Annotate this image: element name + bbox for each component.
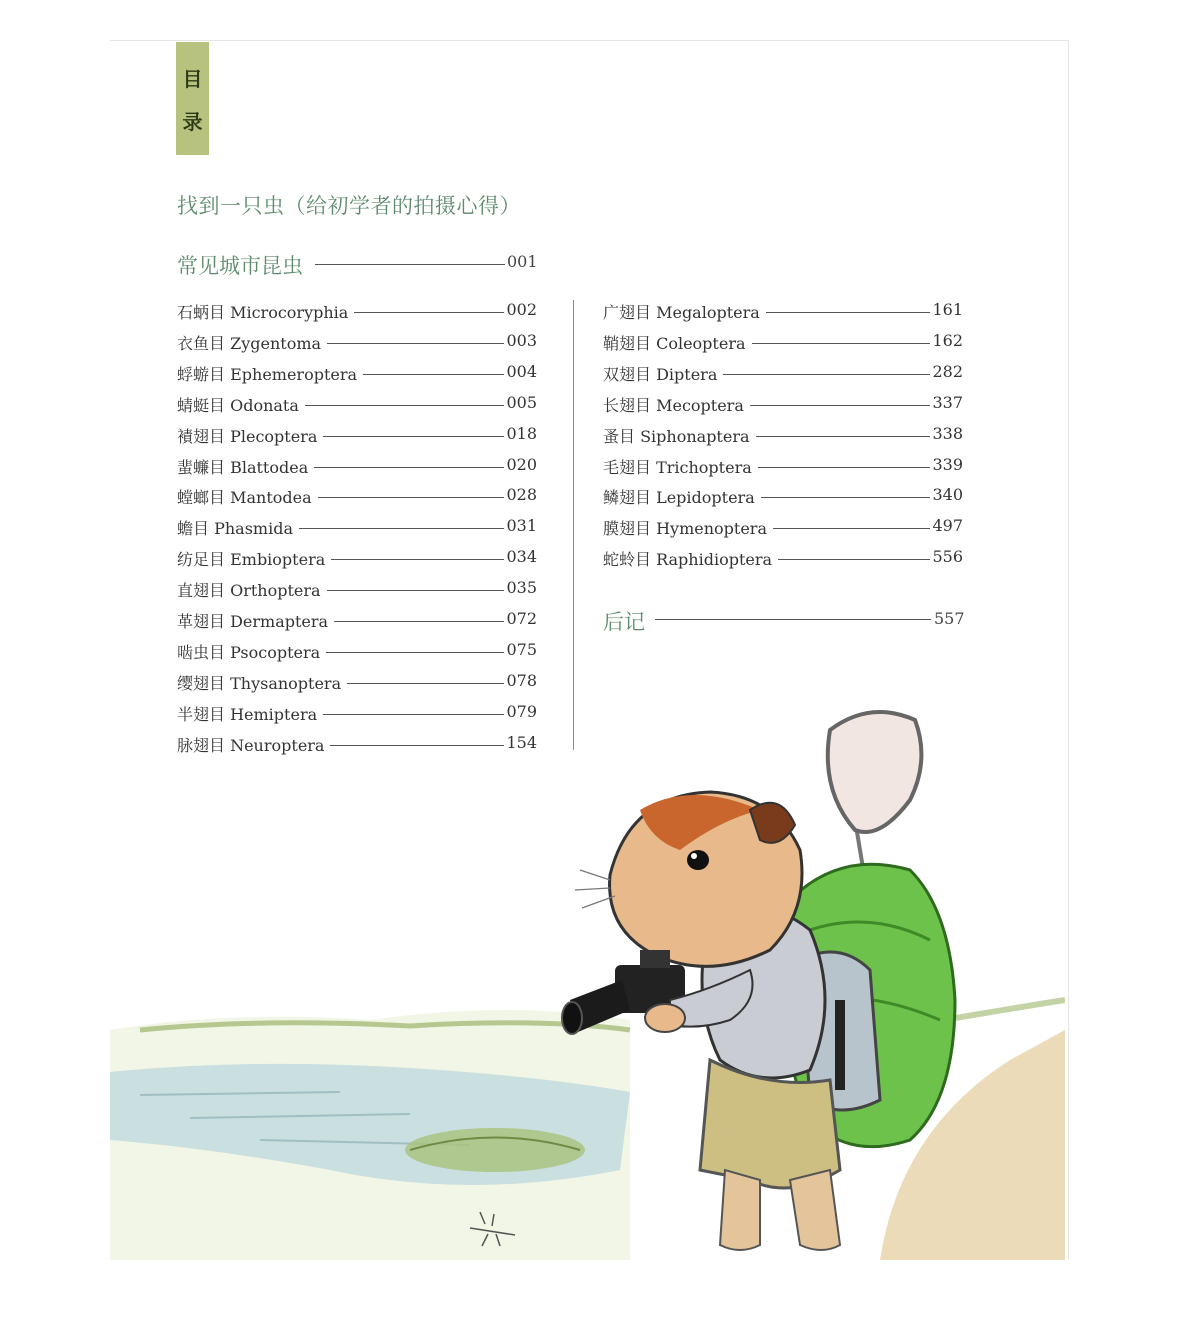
toc-entry-label: 鳞翅目 Lepidoptera [603,485,759,508]
toc-leader-line [305,405,505,406]
toc-entry [603,547,963,571]
toc-leader-line [758,467,931,468]
toc-entry [177,671,537,695]
toc-leader-line [778,559,930,560]
toc-leader-line [347,683,504,684]
toc-entry [603,424,963,448]
toc-tab [176,42,209,155]
toc-entry-page: 161 [932,300,963,319]
toc-entry [177,300,537,324]
toc-leader-line [766,312,931,313]
toc-leader-line [773,528,930,529]
toc-entry-label: 蜉蝣目 Ephemeroptera [177,362,361,385]
section-leader [315,264,505,265]
toc-entry-page: 035 [506,578,537,598]
toc-entry [603,300,963,324]
toc-entry [177,455,537,479]
toc-entry-label: 长翅目 Mecoptera [603,393,748,416]
toc-entry-label: 纺足目 Embioptera [177,547,329,570]
toc-entry-label: 双翅目 Diptera [603,362,721,385]
toc-entry-label: 啮虫目 Psocoptera [177,640,324,663]
toc-entry-label: 襀翅目 Plecoptera [177,424,321,447]
toc-entry [603,455,963,479]
toc-leader-line [327,590,505,591]
toc-entry-label: 蚤目 Siphonaptera [603,424,754,447]
toc-entry [177,547,537,571]
toc-entry-page: 075 [506,639,537,659]
toc-entry-page: 340 [932,485,963,505]
intro-title: 找到一只虫（给初学者的拍摄心得） [177,194,521,218]
toc-entry [603,362,963,386]
toc-leader-line [331,559,504,560]
toc-entry-label: 鞘翅目 Coleoptera [603,331,750,354]
toc-entry-label: 石蛃目 Microcoryphia [177,300,352,323]
toc-entry [177,362,537,386]
toc-entry [177,578,537,602]
toc-entry [603,393,963,417]
afterword-page: 557 [934,609,965,628]
section-page: 001 [507,252,538,271]
tab-char-2: 录 [182,109,203,134]
tab-char-1: 目 [182,66,203,91]
toc-entry-label: 衣鱼目 Zygentoma [177,331,325,354]
toc-entry [603,485,963,509]
toc-leader-line [756,436,931,437]
toc-entry-label: 半翅目 Hemiptera [177,702,321,725]
toc-leader-line [323,436,504,437]
toc-entry-label: 缨翅目 Thysanoptera [177,671,345,694]
toc-entry-page: 337 [932,392,963,412]
toc-entry-label: 直翅目 Orthoptera [177,578,325,601]
toc-entry [603,516,963,540]
toc-leader-line [354,312,504,313]
toc-entry-label: 脉翅目 Neuroptera [177,733,328,756]
toc-entry-page: 031 [506,516,537,536]
toc-entry-page: 003 [506,330,537,350]
section-label: 常见城市昆虫 [177,254,303,278]
toc-leader-line [363,374,504,375]
toc-entry-page: 162 [932,330,963,350]
toc-leader-line [299,528,504,529]
toc-entry-page: 020 [506,454,537,474]
toc-entry-page: 079 [506,701,537,721]
toc-entry [603,331,963,355]
toc-leader-line [761,497,931,498]
hamster-illustration [110,700,1065,1260]
toc-entry-page: 004 [506,361,537,381]
toc-entry-label: 蛇蛉目 Raphidioptera [603,547,776,570]
toc-entry-label: 广翅目 Megaloptera [603,300,764,323]
column-divider [573,300,574,750]
toc-entry-page: 002 [506,300,537,319]
toc-leader-line [752,343,931,344]
toc-entry-page: 034 [506,547,537,567]
toc-entry-label: 膜翅目 Hymenoptera [603,516,771,539]
toc-entry [177,424,537,448]
toc-entry-page: 497 [932,516,963,536]
toc-leader-line [723,374,930,375]
toc-leader-line [314,467,504,468]
toc-entry [177,609,537,633]
toc-leader-line [327,343,504,344]
afterword-label: 后记 [603,610,645,634]
toc-entry-page: 339 [932,454,963,474]
toc-entry-label: 蜻蜓目 Odonata [177,393,303,416]
toc-leader-line [318,497,505,498]
toc-entry-page: 072 [506,609,537,628]
toc-entry [177,485,537,509]
toc-entry-page: 282 [932,361,963,381]
section-heading [177,250,537,280]
toc-entry [177,331,537,355]
toc-entry-page: 018 [506,423,537,443]
toc-entry-label: 蜚蠊目 Blattodea [177,455,312,478]
afterword-leader [655,619,931,620]
toc-entry-page: 338 [932,423,963,443]
toc-entry-page: 556 [932,547,963,567]
afterword-heading [603,606,963,636]
toc-entry-page: 005 [506,392,537,412]
toc-entry-page: 028 [506,485,537,505]
toc-entry-label: 毛翅目 Trichoptera [603,455,756,478]
toc-entry-page: 154 [506,732,537,752]
toc-entry [177,640,537,664]
toc-entry-label: 革翅目 Dermaptera [177,609,332,632]
toc-leader-line [326,652,504,653]
toc-entry-label: 蟾目 Phasmida [177,516,297,539]
toc-entry [177,516,537,540]
toc-leader-line [750,405,931,406]
toc-entry-page: 078 [506,670,537,690]
toc-entry [177,393,537,417]
toc-leader-line [334,621,504,622]
toc-entry-label: 螳螂目 Mantodea [177,485,316,508]
